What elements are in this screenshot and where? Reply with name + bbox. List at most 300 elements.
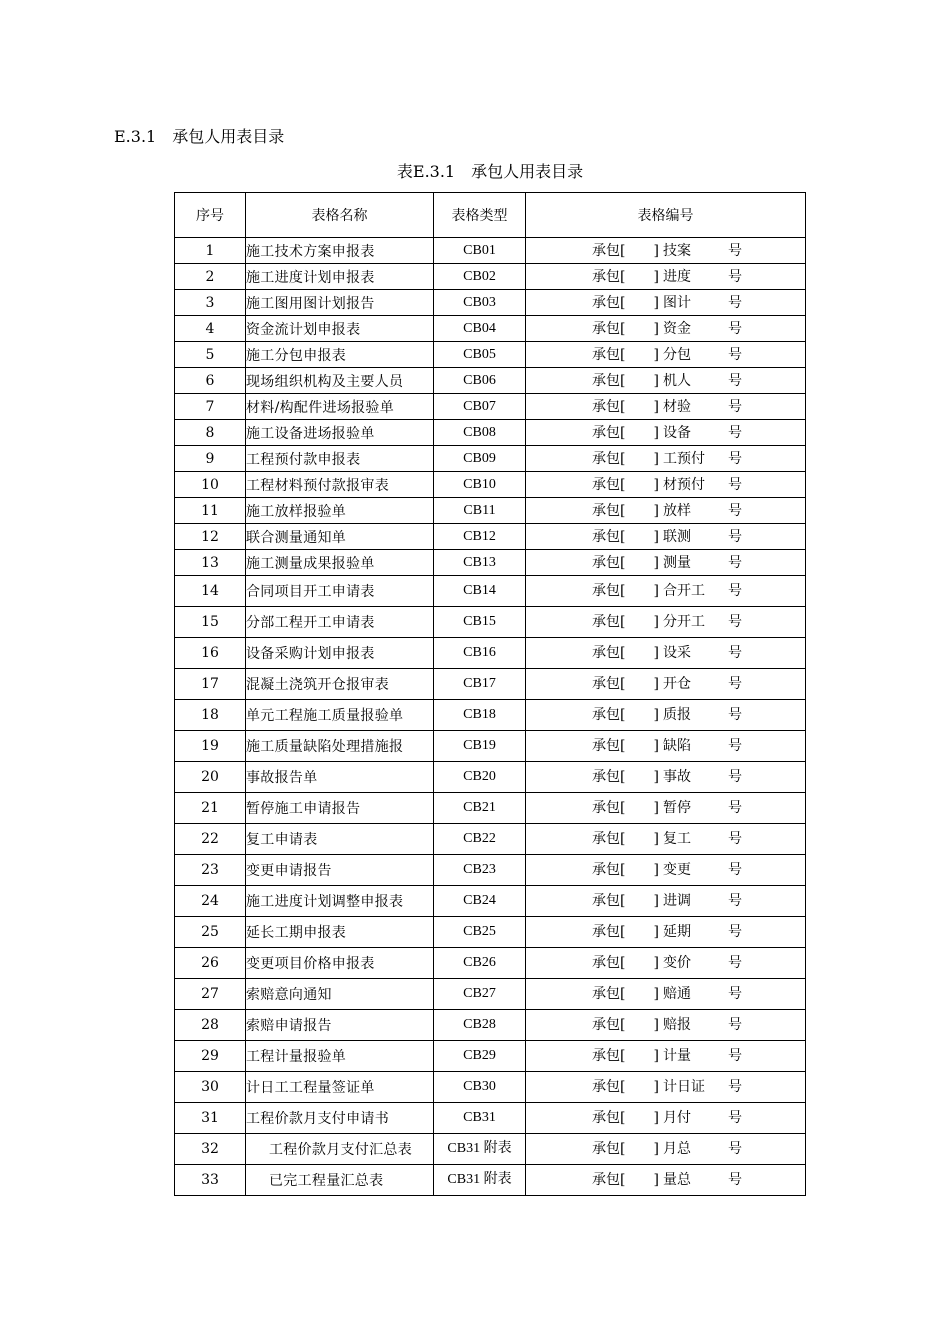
form-code-prefix: 承包[ ]: [592, 1110, 659, 1126]
form-code: [526, 394, 806, 420]
form-name: 工程价款月支付申请书: [246, 1103, 434, 1134]
form-code: [526, 1134, 806, 1165]
form-code-suffix: 号: [728, 528, 742, 545]
form-code-wrapper: [526, 582, 805, 600]
form-type: CB31: [434, 1103, 526, 1134]
table-row: [175, 638, 806, 669]
form-code-abbr: 测量: [663, 554, 691, 571]
row-number: 2: [175, 264, 246, 290]
row-number: 28: [175, 1010, 246, 1041]
form-code-abbr: 工预付: [663, 450, 705, 467]
form-code-suffix: 号: [728, 398, 742, 415]
form-type: CB17: [434, 669, 526, 700]
table-row: [175, 731, 806, 762]
form-type: CB18: [434, 700, 526, 731]
form-code: [526, 886, 806, 917]
form-code-abbr: 设采: [663, 645, 691, 661]
form-name: 索赔意向通知: [246, 979, 434, 1010]
form-code-prefix: 承包[ ]: [592, 893, 659, 909]
form-code-suffix: 号: [728, 738, 742, 754]
form-code-wrapper: [526, 476, 805, 494]
form-code-abbr: 机人: [663, 372, 691, 389]
form-code-suffix: 号: [728, 242, 742, 259]
form-code: [526, 238, 806, 264]
form-type: CB09: [434, 446, 526, 472]
form-code-suffix: 号: [728, 769, 742, 785]
row-number: 33: [175, 1165, 246, 1196]
form-code-wrapper: [526, 1047, 805, 1065]
form-code-prefix: 承包[ ]: [592, 738, 659, 754]
form-name: 联合测量通知单: [246, 524, 434, 550]
table-row: [175, 342, 806, 368]
row-number: 8: [175, 420, 246, 446]
form-code-abbr: 资金: [663, 320, 691, 337]
form-code-abbr: 变更: [663, 862, 691, 878]
table-row: [175, 238, 806, 264]
form-code-suffix: 号: [728, 924, 742, 940]
form-code: [526, 979, 806, 1010]
form-code-suffix: 号: [728, 1110, 742, 1126]
table-row: [175, 886, 806, 917]
form-name: 施工进度计划调整申报表: [246, 886, 434, 917]
row-number: 6: [175, 368, 246, 394]
form-name: 已完工程量汇总表: [246, 1165, 434, 1196]
form-code-suffix: 号: [728, 268, 742, 285]
form-code-suffix: 号: [728, 1048, 742, 1064]
form-code-wrapper: [526, 675, 805, 693]
form-code-wrapper: [526, 554, 805, 572]
form-code-suffix: 号: [728, 554, 742, 571]
form-code-prefix: 承包[ ]: [592, 554, 659, 571]
form-code-prefix: 承包[ ]: [592, 1048, 659, 1064]
form-code-suffix: 号: [728, 676, 742, 692]
row-number: 31: [175, 1103, 246, 1134]
row-number: 26: [175, 948, 246, 979]
form-code: [526, 420, 806, 446]
row-number: 27: [175, 979, 246, 1010]
row-number: 13: [175, 550, 246, 576]
form-code-abbr: 分开工: [663, 614, 705, 630]
table-row: [175, 1103, 806, 1134]
form-name: 合同项目开工申请表: [246, 576, 434, 607]
form-code: [526, 1165, 806, 1196]
form-code: [526, 498, 806, 524]
form-code-abbr: 缺陷: [663, 738, 691, 754]
form-name: 分部工程开工申请表: [246, 607, 434, 638]
form-name: 施工图用图计划报告: [246, 290, 434, 316]
form-code-prefix: 承包[ ]: [592, 294, 659, 311]
form-code: [526, 290, 806, 316]
row-number: 10: [175, 472, 246, 498]
form-code-prefix: 承包[ ]: [592, 346, 659, 363]
table-caption: 表E.3.1 承包人用表目录: [396, 162, 584, 181]
table-row: [175, 793, 806, 824]
form-code-abbr: 进度: [663, 268, 691, 285]
form-code-abbr: 分包: [663, 346, 691, 363]
form-code-prefix: 承包[ ]: [592, 676, 659, 692]
form-code-prefix: 承包[ ]: [592, 424, 659, 441]
form-type: CB26: [434, 948, 526, 979]
form-code: [526, 638, 806, 669]
form-code-abbr: 赔通: [663, 986, 691, 1002]
form-code-prefix: 承包[ ]: [592, 476, 659, 493]
form-code-prefix: 承包[ ]: [592, 831, 659, 847]
form-code-suffix: 号: [728, 1017, 742, 1033]
form-code-wrapper: [526, 737, 805, 755]
form-type: CB29: [434, 1041, 526, 1072]
form-code-suffix: 号: [728, 893, 742, 909]
form-code-prefix: 承包[ ]: [592, 924, 659, 940]
form-code-abbr: 材预付: [663, 476, 705, 493]
form-type: CB15: [434, 607, 526, 638]
form-code: [526, 550, 806, 576]
form-name: 工程价款月支付汇总表: [246, 1134, 434, 1165]
form-name: 单元工程施工质量报验单: [246, 700, 434, 731]
row-number: 30: [175, 1072, 246, 1103]
form-code-suffix: 号: [728, 986, 742, 1002]
form-type: CB20: [434, 762, 526, 793]
form-name: 施工放样报验单: [246, 498, 434, 524]
table-row: [175, 824, 806, 855]
form-code-suffix: 号: [728, 707, 742, 723]
row-number: 12: [175, 524, 246, 550]
form-type: CB21: [434, 793, 526, 824]
table-row: [175, 948, 806, 979]
table-row: [175, 700, 806, 731]
form-code: [526, 824, 806, 855]
row-number: 4: [175, 316, 246, 342]
table-row: [175, 669, 806, 700]
form-catalog-table: [174, 192, 806, 1196]
form-code: [526, 368, 806, 394]
form-code-suffix: 号: [728, 583, 742, 599]
table-row: [175, 979, 806, 1010]
header-name: 表格名称: [246, 193, 434, 238]
row-number: 16: [175, 638, 246, 669]
form-type: CB14: [434, 576, 526, 607]
form-name: 事故报告单: [246, 762, 434, 793]
table-row: [175, 420, 806, 446]
row-number: 1: [175, 238, 246, 264]
table-row: [175, 550, 806, 576]
form-code-wrapper: [526, 861, 805, 879]
row-number: 25: [175, 917, 246, 948]
form-code-wrapper: [526, 799, 805, 817]
form-code: [526, 576, 806, 607]
form-name: 变更项目价格申报表: [246, 948, 434, 979]
row-number: 24: [175, 886, 246, 917]
row-number: 32: [175, 1134, 246, 1165]
form-code: [526, 1041, 806, 1072]
form-code-suffix: 号: [728, 346, 742, 363]
form-code-prefix: 承包[ ]: [592, 645, 659, 661]
form-code: [526, 1103, 806, 1134]
form-code-abbr: 赔报: [663, 1017, 691, 1033]
form-code-abbr: 质报: [663, 707, 691, 723]
row-number: 3: [175, 290, 246, 316]
table-row: [175, 1041, 806, 1072]
form-type: CB02: [434, 264, 526, 290]
form-code-prefix: 承包[ ]: [592, 583, 659, 599]
table-row: [175, 1010, 806, 1041]
form-type: CB07: [434, 394, 526, 420]
form-code: [526, 855, 806, 886]
form-code-abbr: 量总: [663, 1172, 691, 1188]
form-name: 计日工工程量签证单: [246, 1072, 434, 1103]
form-code-suffix: 号: [728, 645, 742, 661]
form-code-abbr: 设备: [663, 424, 691, 441]
form-code-wrapper: [526, 892, 805, 910]
form-code-wrapper: [526, 372, 805, 390]
form-code: [526, 1072, 806, 1103]
table-row: [175, 1134, 806, 1165]
row-number: 18: [175, 700, 246, 731]
form-code-suffix: 号: [728, 424, 742, 441]
form-code: [526, 264, 806, 290]
form-code-suffix: 号: [728, 372, 742, 389]
form-code: [526, 948, 806, 979]
form-type: CB31 附表: [434, 1134, 526, 1165]
form-code: [526, 472, 806, 498]
table-row: [175, 917, 806, 948]
row-number: 19: [175, 731, 246, 762]
header-code: 表格编号: [526, 193, 806, 238]
form-code-prefix: 承包[ ]: [592, 614, 659, 630]
form-code: [526, 700, 806, 731]
form-code-abbr: 放样: [663, 502, 691, 519]
form-name: 复工申请表: [246, 824, 434, 855]
row-number: 14: [175, 576, 246, 607]
table-row: [175, 446, 806, 472]
form-type: CB27: [434, 979, 526, 1010]
form-code-wrapper: [526, 830, 805, 848]
form-code-abbr: 计日证: [663, 1079, 705, 1095]
form-name: 资金流计划申报表: [246, 316, 434, 342]
form-code-prefix: 承包[ ]: [592, 1172, 659, 1188]
form-code-wrapper: [526, 1016, 805, 1034]
form-code-prefix: 承包[ ]: [592, 450, 659, 467]
table-row: [175, 394, 806, 420]
form-code: [526, 446, 806, 472]
header-row: [175, 193, 806, 238]
form-code-abbr: 复工: [663, 831, 691, 847]
form-code-suffix: 号: [728, 614, 742, 630]
form-name: 工程材料预付款报审表: [246, 472, 434, 498]
row-number: 15: [175, 607, 246, 638]
form-code: [526, 731, 806, 762]
form-code-prefix: 承包[ ]: [592, 986, 659, 1002]
form-code: [526, 669, 806, 700]
table-row: [175, 472, 806, 498]
form-code-abbr: 合开工: [663, 583, 705, 599]
form-name: 索赔申请报告: [246, 1010, 434, 1041]
form-code: [526, 342, 806, 368]
form-code: [526, 917, 806, 948]
form-code-prefix: 承包[ ]: [592, 1017, 659, 1033]
form-type: CB10: [434, 472, 526, 498]
form-code-suffix: 号: [728, 450, 742, 467]
form-code-abbr: 变价: [663, 955, 691, 971]
form-name: 材料/构配件进场报验单: [246, 394, 434, 420]
form-type: CB13: [434, 550, 526, 576]
form-name: 施工测量成果报验单: [246, 550, 434, 576]
table-row: [175, 368, 806, 394]
form-code-wrapper: [526, 644, 805, 662]
form-code-abbr: 联测: [663, 528, 691, 545]
form-code-prefix: 承包[ ]: [592, 1079, 659, 1095]
row-number: 7: [175, 394, 246, 420]
form-code-wrapper: [526, 424, 805, 442]
form-code-abbr: 月总: [663, 1141, 691, 1157]
form-code-wrapper: [526, 242, 805, 260]
form-type: CB23: [434, 855, 526, 886]
form-code-suffix: 号: [728, 955, 742, 971]
form-type: CB16: [434, 638, 526, 669]
table-row: [175, 762, 806, 793]
form-type: CB01: [434, 238, 526, 264]
row-number: 5: [175, 342, 246, 368]
form-name: 工程预付款申报表: [246, 446, 434, 472]
form-code-abbr: 开仓: [663, 676, 691, 692]
form-name: 施工质量缺陷处理措施报: [246, 731, 434, 762]
form-code: [526, 762, 806, 793]
form-code-wrapper: [526, 1078, 805, 1096]
form-code-wrapper: [526, 528, 805, 546]
table-row: [175, 607, 806, 638]
header-type: 表格类型: [434, 193, 526, 238]
form-code-prefix: 承包[ ]: [592, 242, 659, 259]
table-row: [175, 290, 806, 316]
form-code-wrapper: [526, 1140, 805, 1158]
form-code-abbr: 月付: [663, 1110, 691, 1126]
form-code-wrapper: [526, 954, 805, 972]
form-code-wrapper: [526, 1171, 805, 1189]
form-type: CB24: [434, 886, 526, 917]
form-type: CB03: [434, 290, 526, 316]
form-code-suffix: 号: [728, 294, 742, 311]
form-name: 混凝土浇筑开仓报审表: [246, 669, 434, 700]
form-code: [526, 607, 806, 638]
header-no: 序号: [175, 193, 246, 238]
form-name: 延长工期申报表: [246, 917, 434, 948]
form-code-prefix: 承包[ ]: [592, 955, 659, 971]
form-code: [526, 1010, 806, 1041]
form-code-prefix: 承包[ ]: [592, 268, 659, 285]
form-code-wrapper: [526, 398, 805, 416]
form-code: [526, 524, 806, 550]
form-code-wrapper: [526, 502, 805, 520]
form-type: CB22: [434, 824, 526, 855]
table-row: [175, 498, 806, 524]
table-row: [175, 264, 806, 290]
form-code-wrapper: [526, 923, 805, 941]
form-code-abbr: 事故: [663, 769, 691, 785]
form-type: CB30: [434, 1072, 526, 1103]
form-type: CB28: [434, 1010, 526, 1041]
form-code-wrapper: [526, 320, 805, 338]
form-type: CB31 附表: [434, 1165, 526, 1196]
form-code-suffix: 号: [728, 502, 742, 519]
row-number: 9: [175, 446, 246, 472]
table-row: [175, 855, 806, 886]
form-code-wrapper: [526, 346, 805, 364]
form-name: 变更申请报告: [246, 855, 434, 886]
form-name: 设备采购计划申报表: [246, 638, 434, 669]
form-name: 施工分包申报表: [246, 342, 434, 368]
row-number: 11: [175, 498, 246, 524]
form-code: [526, 793, 806, 824]
form-code-abbr: 材验: [663, 398, 691, 415]
form-code-wrapper: [526, 268, 805, 286]
form-code-abbr: 计量: [663, 1048, 691, 1064]
form-code-prefix: 承包[ ]: [592, 769, 659, 785]
row-number: 17: [175, 669, 246, 700]
form-name: 暂停施工申请报告: [246, 793, 434, 824]
form-name: 施工设备进场报验单: [246, 420, 434, 446]
form-code-suffix: 号: [728, 1079, 742, 1095]
form-code-wrapper: [526, 706, 805, 724]
table-header: [175, 193, 806, 238]
form-code-suffix: 号: [728, 1172, 742, 1188]
form-type: CB12: [434, 524, 526, 550]
form-code-abbr: 延期: [663, 924, 691, 940]
form-type: CB04: [434, 316, 526, 342]
form-name: 施工技术方案申报表: [246, 238, 434, 264]
form-type: CB25: [434, 917, 526, 948]
form-code-wrapper: [526, 1109, 805, 1127]
form-code-wrapper: [526, 985, 805, 1003]
form-code-abbr: 暂停: [663, 800, 691, 816]
form-code-wrapper: [526, 294, 805, 312]
form-code-prefix: 承包[ ]: [592, 707, 659, 723]
form-name: 工程计量报验单: [246, 1041, 434, 1072]
table-row: [175, 316, 806, 342]
form-type: CB06: [434, 368, 526, 394]
table-row: [175, 1165, 806, 1196]
form-code-prefix: 承包[ ]: [592, 372, 659, 389]
form-code-wrapper: [526, 613, 805, 631]
form-code-suffix: 号: [728, 1141, 742, 1157]
form-name: 施工进度计划申报表: [246, 264, 434, 290]
form-type: CB08: [434, 420, 526, 446]
table-row: [175, 1072, 806, 1103]
table-row: [175, 576, 806, 607]
form-type: CB11: [434, 498, 526, 524]
form-code-prefix: 承包[ ]: [592, 800, 659, 816]
row-number: 20: [175, 762, 246, 793]
form-code-prefix: 承包[ ]: [592, 1141, 659, 1157]
form-code-suffix: 号: [728, 800, 742, 816]
row-number: 22: [175, 824, 246, 855]
form-type: CB05: [434, 342, 526, 368]
form-code-wrapper: [526, 768, 805, 786]
form-code-suffix: 号: [728, 320, 742, 337]
form-code-prefix: 承包[ ]: [592, 502, 659, 519]
form-code-prefix: 承包[ ]: [592, 320, 659, 337]
form-code-wrapper: [526, 450, 805, 468]
form-code-abbr: 进调: [663, 893, 691, 909]
form-code-prefix: 承包[ ]: [592, 398, 659, 415]
form-code-suffix: 号: [728, 476, 742, 493]
form-code-prefix: 承包[ ]: [592, 528, 659, 545]
form-code-abbr: 技案: [663, 242, 691, 259]
row-number: 23: [175, 855, 246, 886]
form-code-suffix: 号: [728, 862, 742, 878]
section-heading: E.3.1 承包人用表目录: [114, 127, 285, 146]
form-code-abbr: 图计: [663, 294, 691, 311]
row-number: 21: [175, 793, 246, 824]
form-name: 现场组织机构及主要人员: [246, 368, 434, 394]
